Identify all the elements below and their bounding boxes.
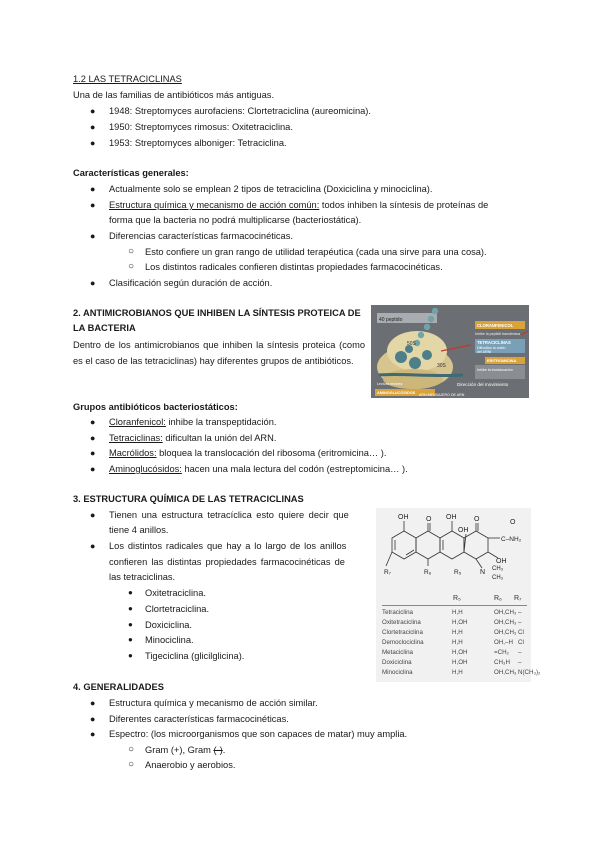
antibiotic-group-name: Cloranfenicol: [109, 417, 166, 427]
list-item: Actualmente solo se emplean 2 tipos de tetraciclina (Doxiciclina y minociclina). [109, 184, 433, 194]
gram-period: . [222, 745, 226, 755]
bullet-icon: ● [90, 464, 96, 474]
gram-text: Gram (+), Gram [145, 745, 214, 755]
table-cell-r6: OH,CH₃ [494, 629, 517, 636]
section-title-antimicrobianos: 2. ANTIMICROBIANOS QUE INHIBEN LA SÍNTESIS PROTEICA DE [73, 308, 361, 318]
struct-oh: OH [446, 514, 457, 521]
circle-bullet-icon: ○ [128, 261, 135, 272]
list-item [109, 447, 387, 459]
table-header-r6: R₆ [494, 595, 502, 602]
bullet-icon: ● [90, 417, 96, 427]
bullet-icon: ● [90, 448, 96, 458]
term-description: todos inhiben la síntesis de proteínas de [319, 200, 489, 210]
circle-bullet-icon: ○ [128, 744, 135, 755]
circle-bullet-icon: ○ [128, 246, 135, 257]
gram-negative-struck: (-) [213, 745, 223, 755]
table-cell-name: Minociclina [382, 669, 413, 676]
list-item: Diferentes características farmacocinéticas. [109, 714, 289, 724]
table-cell-r5: H,OH [452, 619, 468, 626]
table-cell-r6: OH,CH₃ [494, 619, 517, 626]
struct-ch3: CH₃ [492, 575, 504, 581]
table-cell-r6: OH,–H [494, 639, 513, 646]
list-item: Diferencias características farmacocinéticas. [109, 231, 293, 241]
label-peptide: 40 peptido [379, 317, 403, 323]
sub-list-item: Esto confiere un gran rango de utilidad terapéutica (cada una sirve para una cosa). [145, 247, 487, 257]
list-item: 1948: Streptomyces aurofaciens: Clortetraciclina (aureomicina). [109, 106, 371, 116]
bullet-icon: ● [90, 231, 96, 241]
bullet-icon: ● [90, 122, 96, 132]
tetracycline-structure-figure [376, 508, 541, 682]
list-item [109, 432, 276, 444]
list-item [109, 463, 408, 475]
ribosome-diagram [371, 305, 529, 398]
section-title-generalidades: 4. GENERALIDADES [73, 682, 164, 692]
struct-r6: R₆ [424, 569, 432, 576]
struct-o: O [474, 516, 480, 523]
bullet-icon: ● [90, 184, 96, 194]
list-item-continuation: las tetraciclinas. [109, 572, 176, 582]
list-item: 1950: Streptomyces rimosus: Oxitetraciclina. [109, 122, 293, 132]
table-row [382, 618, 521, 628]
list-item [109, 199, 488, 211]
intro-text: Una de las familias de antibióticos más antiguas. [73, 90, 275, 100]
table-cell-r7: – [518, 649, 522, 656]
bullet-icon: ● [128, 635, 133, 644]
table-cell-r5: H,H [452, 639, 463, 646]
bullet-icon: ● [90, 729, 96, 739]
label-arnm: ARN MENSAJERO DE ARN [419, 393, 465, 397]
antibiotic-group-desc: hacen una mala lectura del codón (estreptomicina… ). [181, 464, 408, 474]
struct-r5: R₅ [454, 569, 462, 576]
table-header-r7: R₇ [514, 595, 522, 602]
list-item [109, 416, 276, 428]
table-row [382, 628, 524, 638]
struct-o: O [426, 516, 432, 523]
struct-oh: OH [458, 527, 469, 534]
table-cell-r5: H,H [452, 609, 463, 616]
section-title-antimicrobianos-line2: LA BACTERIA [73, 323, 136, 333]
antibiotic-group-desc: inhibe la transpeptidación. [165, 417, 277, 427]
sub-list-item: Oxitetraciclina. [145, 588, 206, 598]
list-item: Clasificación según duración de acción. [109, 278, 273, 288]
table-row [382, 648, 521, 658]
bullet-icon: ● [128, 651, 133, 660]
struct-amide: C–NH₂ [501, 536, 522, 543]
bullet-icon: ● [90, 433, 96, 443]
list-item: 1953: Streptomyces alboniger: Tetraciclina. [109, 138, 287, 148]
bullet-icon: ● [90, 138, 96, 148]
table-cell-r7: – [518, 619, 522, 626]
list-item-continuation: forma que la bacteria no podrá multiplicarse (bacteriostática). [109, 215, 362, 225]
struct-r7: R₇ [384, 569, 391, 576]
table-cell-r7: – [518, 659, 522, 666]
bullet-icon: ● [90, 200, 96, 210]
table-cell-r6: =CH₂ [494, 649, 509, 656]
bullet-icon: ● [90, 714, 96, 724]
sub-list-item: Los distintos radicales confieren distintas propiedades farmacocinéticas. [145, 262, 443, 272]
table-cell-name: Tetraciclina [382, 609, 413, 616]
label-direccion: Dirección del movimiento [457, 382, 509, 387]
bullet-icon: ● [90, 510, 96, 520]
grupos-heading: Grupos antibióticos bacteriostáticos: [73, 402, 238, 412]
label-tetraciclinas-sub1: Dificultan la unión [477, 346, 506, 350]
sub-list-item [145, 744, 225, 756]
list-item: Tienen una estructura tetracíclica esto quiere decir que [109, 510, 349, 520]
table-divider [382, 605, 527, 606]
caracteristicas-heading: Características generales: [73, 168, 189, 178]
paragraph: Dentro de los antimicrobianos que inhiben la síntesis proteica (como es el caso de las tetraciclinas) hay diferentes grupos de antibióticos. [73, 340, 365, 366]
table-cell-r7: Cl [518, 629, 524, 636]
table-cell-name: Democlociclina [382, 639, 424, 646]
table-cell-r5: H,H [452, 669, 463, 676]
list-item: Estructura química y mecanismo de acción similar. [109, 698, 318, 708]
circle-bullet-icon: ○ [128, 759, 135, 770]
table-cell-r6: OH,CH₃ [494, 669, 517, 676]
table-cell-name: Oxitetraciclina [382, 619, 421, 626]
antibiotic-group-name: Macrólidos: [109, 448, 157, 458]
bullet-icon: ● [90, 541, 96, 551]
struct-oh: OH [496, 558, 507, 565]
struct-n: N [480, 569, 486, 576]
table-header-r5: R₅ [453, 595, 461, 602]
label-cloranfenicol: CLORANFENICOL [477, 323, 514, 328]
antibiotic-group-name: Tetraciclinas: [109, 433, 163, 443]
table-cell-r5: H,H [452, 629, 463, 636]
label-tetraciclinas: TETRACICLINAS [477, 340, 511, 345]
table-cell-name: Metaciclina [382, 649, 413, 656]
antibiotic-group-desc: dificultan la unión del ARN. [162, 433, 277, 443]
table-row [382, 638, 524, 648]
label-cloranfenicol-sub: Inhibe la peptidil transferasa [475, 332, 520, 336]
table-cell-r5: H,OH [452, 659, 468, 666]
table-row [382, 608, 521, 618]
struct-oh: OH [398, 514, 409, 521]
sub-list-item: Doxiciclina. [145, 620, 193, 630]
bullet-icon: ● [90, 278, 96, 288]
section-title-estructura: 3. ESTRUCTURA QUÍMICA DE LAS TETRACICLINAS [73, 494, 304, 504]
table-cell-r6: CH₃H [494, 659, 510, 666]
struct-o: O [510, 519, 516, 526]
table-cell-r7: Cl [518, 639, 524, 646]
table-cell-r5: H,OH [452, 649, 468, 656]
table-row [382, 658, 521, 668]
label-aminoglucosidos: AMINOGLUCÓSIDOS [377, 391, 416, 395]
antibiotic-group-name: Aminoglucósidos: [109, 464, 182, 474]
label-eritromicina: ERITROMICINA [487, 358, 517, 363]
table-cell-name: Clortetraciclina [382, 629, 423, 636]
table-cell-r6: OH,CH₃ [494, 609, 517, 616]
bullet-icon: ● [90, 106, 96, 116]
sub-list-item: Clortetraciclina. [145, 604, 210, 614]
sub-list-item: Anaerobio y aerobios. [145, 760, 236, 770]
table-cell-r7: – [518, 609, 522, 616]
table-cell-r7: N(CH₃)₂ [518, 669, 541, 676]
sub-list-item: Tigeciclina (glicilglicina). [145, 651, 245, 661]
section-title-tetraciclinas: 1.2 LAS TETRACICLINAS [73, 74, 182, 84]
table-cell-name: Doxiciclina [382, 659, 412, 666]
label-eritromicina-sub: Inhibe la translocación [477, 368, 513, 372]
list-item: Espectro: (los microorganismos que son capaces de matar) muy amplia. [109, 729, 408, 739]
bullet-icon: ● [128, 588, 133, 597]
antibiotic-group-desc: bloquea la translocación del ribosoma (eritromicina… ). [156, 448, 387, 458]
underlined-term: Estructura química y mecanismo de acción común: [109, 200, 320, 210]
label-aminoglucosidos-sub: Lectura errónea [377, 382, 403, 386]
struct-ch3: CH₃ [492, 566, 504, 572]
list-item: Los distintos radicales que hay a lo largo de los anillos [109, 541, 347, 551]
label-tetraciclinas-sub2: del ARNt [477, 350, 492, 354]
bullet-icon: ● [90, 698, 96, 708]
bullet-icon: ● [128, 620, 133, 629]
list-item-continuation: confieren las distintas propiedades farmacocinéticas de [109, 557, 345, 567]
sub-list-item: Minociclina. [145, 635, 194, 645]
table-row [382, 668, 540, 678]
bullet-icon: ● [128, 604, 133, 613]
label-30s: 30S [437, 363, 446, 369]
list-item-continuation: tiene 4 anillos. [109, 525, 169, 535]
label-50s: 50S [407, 341, 416, 347]
ribosome-figure [371, 305, 529, 398]
